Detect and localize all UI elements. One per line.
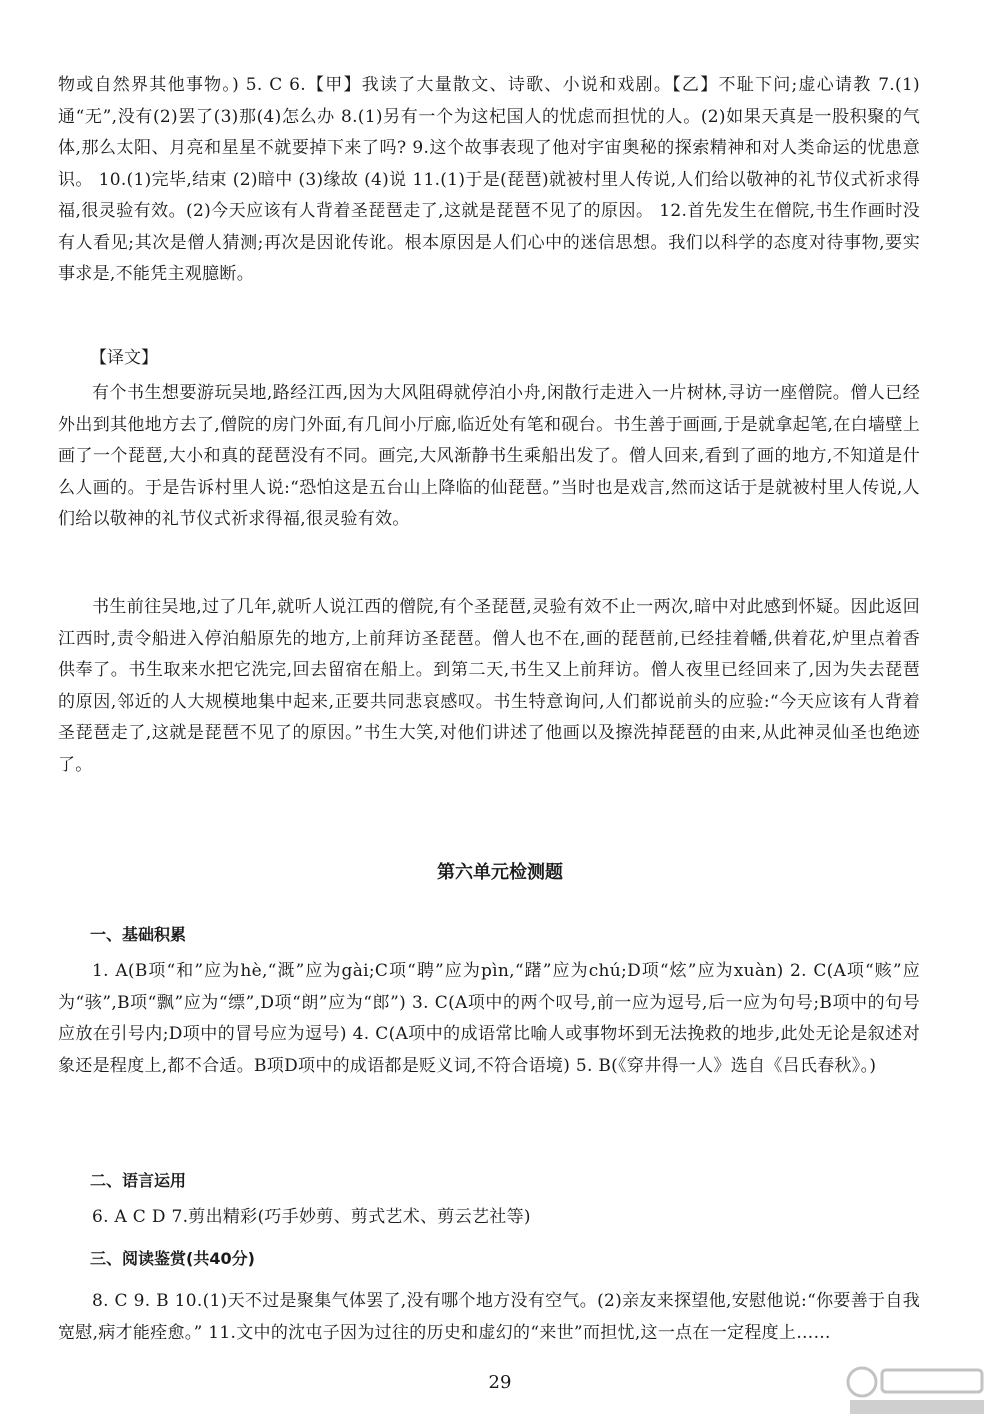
section-basic-title: 一、基础积累 xyxy=(90,925,187,944)
watermark-logo xyxy=(842,1360,992,1418)
translation-paragraph-2: 书生前往吴地,过了几年,就听人说江西的僧院,有个圣琵琶,灵验有效不止一两次,暗中对此感到怀疑。因此返回江西时,责令船进入停泊船原先的地方,上前拜访圣琵琶。僧人也不在,画的琵琶前,已经挂着幡,供着花,炉里点着香供奉了。书生取来水把它洗完,回去留宿在船上。到第二天,书生又上前拜访。僧人夜里已经回来了,因为失去琵琶的原因,邻近的人大规模地集中起来,正要共同悲哀感叹。书生特意询问,人们都说前头的应验:“今天应该有人背着圣琵琶走了,这就是琵琶不见了的原因。”书生大笑,对他们讲述了他画以及擦洗掉琵琶的由来,从此神灵仙圣也绝迹了。 xyxy=(58,597,920,775)
answers-continued: 物或自然界其他事物。) 5. C 6.【甲】我读了大量散文、诗歌、小说和戏剧。【乙】不耻下问;虚心请教 7.(1)通“无”,没有(2)罢了(3)那(4)怎么办 8.(1)另有一个为这杞国人的忧虑而担忧的人。(2)如果天真是一股积聚的气体,那么太阳、月亮和星星不就要掉下来了吗? 9.这个故事表现了他对宇宙奥秘的探索精神和对人类命运的忧患意识。 10.(1)完毕,结束 (2)暗中 (3)缘故 (4)说 11.(1)于是(琵琶)就被村里人传说,人们给以敬神的礼节仪式祈求得福,很灵验有效。(2)今天应该有人背着圣琵琶走了,这就是琵琶不见了的原因。 12.首先发生在僧院,书生作画时没有人看见;其次是僧人猜测;再次是因讹传讹。根本原因是人们心中的迷信思想。我们以科学的态度对待事物,要实事求是,不能凭主观臆断。 xyxy=(58,75,920,284)
watermark-band xyxy=(850,1400,984,1414)
section-basic-answers: 1. A(B项“和”应为hè,“溉”应为gài;C项“聘”应为pìn,“躇”应为chú;D项“炫”应为xuàn) 2. C(A项“赅”应为“骇”,B项“飘”应为“缥”,D项“朗”应为“郎”) 3. C(A项中的两个叹号,前一应为逗号,后一应为句号;B项中的句号应放在引号内;D项中的冒号应为逗号) 4. C(A项中的成语常比喻人或事物坏到无法挽救的地步,此处无论是叙述对象还是程度上,都不合适。B项D项中的成语都是贬义词,不符合语境) 5. B(《穿井得一人》选自《吕氏春秋》。) xyxy=(58,961,920,1076)
section-language-title: 二、语言运用 xyxy=(90,1171,187,1190)
section-reading-answers: 8. C 9. B 10.(1)天不过是聚集气体罢了,没有哪个地方没有空气。(2)亲友来探望他,安慰他说:“你要善于自我宽慰,病才能痊愈。” 11.文中的沈屯子因为过往的历史和虚幻的“来世”而担忧,这一点在一定程度上…… xyxy=(58,1291,920,1343)
translation-label: 【译文】 xyxy=(90,348,158,368)
unit-title: 第六单元检测题 xyxy=(437,862,563,883)
translation-paragraph-1: 有个书生想要游玩吴地,路经江西,因为大风阻碍就停泊小舟,闲散行走进入一片树林,寻访一座僧院。僧人已经外出到其他地方去了,僧院的房门外面,有几间小厅廊,临近处有笔和砚台。书生善于画画,于是就拿起笔,在白墙壁上画了一个琵琶,大小和真的琵琶没有不同。画完,大风渐静书生乘船出发了。僧人回来,看到了画的地方,不知道是什么人画的。于是告诉村里人说:“恐怕这是五台山上降临的仙琵琶。”当时也是戏言,然而这话于是就被村里人传说,人们给以敬神的礼节仪式祈求得福,很灵验有效。 xyxy=(58,383,920,529)
page-number: 29 xyxy=(488,1372,512,1393)
watermark-box xyxy=(882,1370,982,1392)
section-reading-title: 三、阅读鉴赏(共40分) xyxy=(90,1249,255,1268)
watermark-circle xyxy=(848,1368,876,1396)
section-language-answers: 6. A C D 7.剪出精彩(巧手妙剪、剪式艺术、剪云艺社等) xyxy=(92,1207,531,1227)
